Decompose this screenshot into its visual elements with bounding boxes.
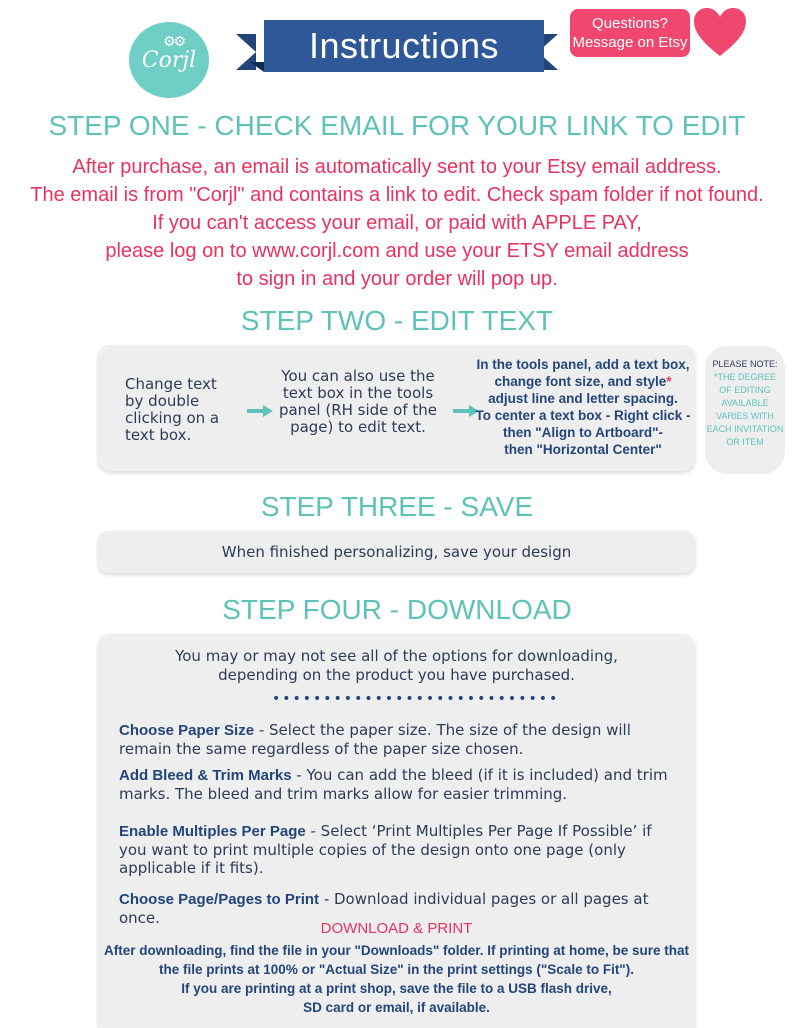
intro-line: depending on the product you have purchased. bbox=[218, 666, 575, 684]
step-one-line: please log on to www.corjl.com and use your ETSY email address bbox=[105, 240, 689, 262]
option-text: - Select the paper size. The size of the design will remain the same regardless of the paper size chosen. bbox=[119, 721, 631, 758]
step-two-col3-line: adjust line and letter spacing. bbox=[488, 391, 678, 406]
intro-line: You may or may not see all of the options for downloading, bbox=[175, 647, 618, 665]
step-three-heading: STEP THREE - SAVE bbox=[260, 491, 534, 522]
option-text: - Select ‘Print Multiples Per Page If Possible’ if you want to print multiple copies of the design onto one page (only applicable if it fits). bbox=[119, 822, 652, 877]
note-line: OF EDITING bbox=[719, 385, 771, 395]
questions-badge[interactable] bbox=[570, 9, 690, 57]
option-title: Choose Paper Size bbox=[119, 722, 255, 739]
option-title: Enable Multiples Per Page bbox=[119, 823, 306, 840]
step-two-col3-line: then "Horizontal Center" bbox=[504, 442, 662, 457]
note-line: AVAILABLE bbox=[721, 398, 769, 408]
option-title: Add Bleed & Trim Marks bbox=[119, 767, 292, 784]
step-two-col2: You can also use the text box in the tools panel (RH side of the page) to edit text. bbox=[278, 367, 438, 436]
step-two-col3-text: change font size, and style bbox=[494, 374, 667, 389]
note-label: PLEASE NOTE: bbox=[712, 359, 778, 369]
download-print-title: DOWNLOAD & PRINT bbox=[320, 920, 473, 937]
heart-icon bbox=[692, 6, 748, 58]
gear-icon: ⚙⚙ bbox=[163, 34, 185, 50]
note-line: *THE DEGREE bbox=[713, 372, 776, 382]
step-two-col3-line: To center a text box - Right click - bbox=[475, 408, 691, 423]
option-text: - You can add the bleed (if it is included) and trim marks. The bleed and trim marks allow for easier trimming. bbox=[119, 766, 668, 803]
option-title: Choose Page/Pages to Print bbox=[119, 891, 320, 908]
step-four-intro bbox=[110, 647, 683, 685]
step-one-line: If you can't access your email, or paid with APPLE PAY, bbox=[152, 212, 642, 234]
download-line: After downloading, find the file in your "Downloads" folder. If printing at home, be sure that bbox=[103, 943, 690, 958]
step-one-line: to sign in and your order will pop up. bbox=[236, 268, 558, 290]
logo-text: Corjl bbox=[141, 48, 197, 73]
download-line: SD card or email, if available. bbox=[303, 1000, 490, 1015]
step-two-col3-line: then "Align to Artboard"- bbox=[502, 425, 664, 440]
dotted-divider: •••••••••••••••••••••••••••• bbox=[272, 691, 560, 707]
asterisk: * bbox=[666, 374, 672, 389]
corjl-logo bbox=[129, 22, 209, 98]
step-two-col3-line bbox=[470, 373, 696, 390]
step-three-text: When finished personalizing, save your design bbox=[221, 543, 572, 561]
download-print-text bbox=[98, 941, 695, 1017]
step-one-text bbox=[20, 153, 774, 293]
note-line: VARIES WITH bbox=[716, 411, 774, 421]
ribbon-fold-left bbox=[250, 62, 264, 72]
option-text: - Download individual pages or all pages at once. bbox=[119, 890, 649, 927]
note-line: EACH INVITATION bbox=[706, 424, 784, 434]
download-line: the file prints at 100% or "Actual Size" in the print settings ("Scale to Fit"). bbox=[159, 962, 634, 977]
step-two-col3-line: In the tools panel, add a text box, bbox=[476, 357, 690, 372]
option-multiples bbox=[119, 822, 679, 877]
step-four-heading: STEP FOUR - DOWNLOAD bbox=[222, 594, 572, 625]
step-one-line: After purchase, an email is automatically sent to your Etsy email address. bbox=[72, 156, 722, 178]
step-two-col3 bbox=[470, 356, 696, 458]
step-two-heading: STEP TWO - EDIT TEXT bbox=[240, 305, 554, 336]
step-one-line: The email is from "Corjl" and contains a link to edit. Check spam folder if not found. bbox=[30, 184, 764, 206]
note-body bbox=[705, 371, 785, 449]
step-one-heading: STEP ONE - CHECK EMAIL FOR YOUR LINK TO EDIT bbox=[48, 110, 746, 141]
note-text bbox=[705, 358, 785, 449]
note-line: OR ITEM bbox=[726, 437, 764, 447]
download-line: If you are printing at a print shop, save the file to a USB flash drive, bbox=[181, 981, 612, 996]
questions-line2: Message on Etsy bbox=[572, 34, 688, 51]
step-two-col1: Change text by double clicking on a text box. bbox=[125, 375, 220, 444]
questions-line1: Questions? bbox=[592, 15, 668, 32]
option-bleed-trim bbox=[119, 766, 679, 803]
page-title: Instructions bbox=[264, 20, 544, 72]
option-paper-size bbox=[119, 721, 679, 758]
arrow-right-icon bbox=[246, 404, 274, 418]
